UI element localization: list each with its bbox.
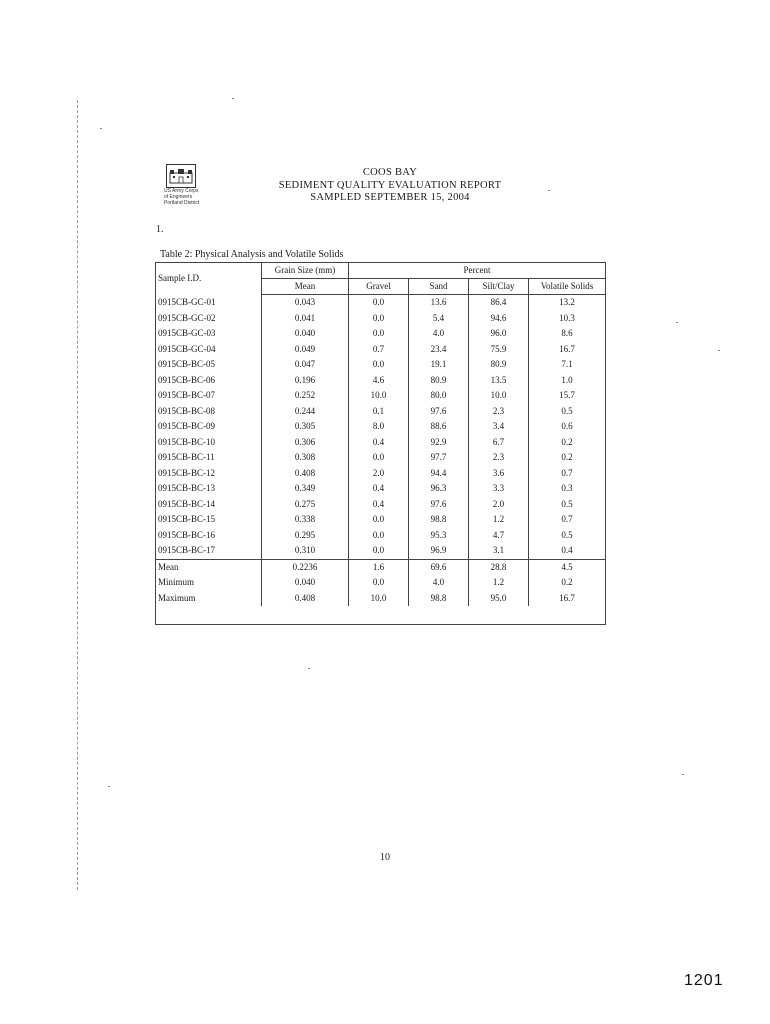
header-location: COOS BAY	[362, 167, 418, 178]
col-header-percent: Percent	[349, 263, 606, 279]
col-header-volatile-solids: Volatile Solids	[529, 279, 606, 295]
table-footer-spacer	[156, 606, 606, 625]
cell-mean: 0.252	[262, 388, 349, 404]
cell-gravel: 0.0	[349, 311, 409, 327]
table-row	[156, 404, 606, 420]
cell-volatile-solids: 10.3	[529, 311, 606, 327]
cell-mean: 0.049	[262, 342, 349, 358]
cell-mean: 0.338	[262, 512, 349, 528]
cell-sand: 88.6	[409, 419, 469, 435]
cell-volatile-solids: 0.5	[529, 528, 606, 544]
cell-mean: 0.047	[262, 357, 349, 373]
cell-gravel: 0.0	[349, 528, 409, 544]
cell-gravel: 0.0	[349, 357, 409, 373]
cell-silt-clay: 6.7	[469, 435, 529, 451]
scan-speck	[718, 350, 720, 351]
cell-sand: 5.4	[409, 311, 469, 327]
cell-gravel: 0.4	[349, 481, 409, 497]
cell-silt-clay: 3.1	[469, 543, 529, 559]
scan-speck	[676, 322, 678, 323]
summary-cell-mean: 0.2236	[262, 559, 349, 575]
cell-mean: 0.275	[262, 497, 349, 513]
bates-stamp-number: 1201	[684, 972, 724, 989]
table-row	[156, 497, 606, 513]
table-row	[156, 481, 606, 497]
cell-silt-clay: 96.0	[469, 326, 529, 342]
cell-volatile-solids: 0.2	[529, 450, 606, 466]
summary-cell-gravel: 10.0	[349, 591, 409, 607]
scan-speck	[100, 128, 102, 129]
summary-cell-volatile-solids: 0.2	[529, 575, 606, 591]
logo-text-line-2: of Engineers	[164, 194, 193, 200]
cell-volatile-solids: 7.1	[529, 357, 606, 373]
cell-volatile-solids: 15.7	[529, 388, 606, 404]
cell-sample-id: 0915CB-BC-09	[156, 419, 262, 435]
cell-sample-id: 0915CB-BC-13	[156, 481, 262, 497]
cell-gravel: 0.1	[349, 404, 409, 420]
cell-sample-id: 0915CB-BC-08	[156, 404, 262, 420]
cell-silt-clay: 3.4	[469, 419, 529, 435]
summary-cell-gravel: 0.0	[349, 575, 409, 591]
cell-silt-clay: 1.2	[469, 512, 529, 528]
cell-sand: 96.3	[409, 481, 469, 497]
summary-cell-silt-clay: 1.2	[469, 575, 529, 591]
cell-silt-clay: 3.3	[469, 481, 529, 497]
cell-mean: 0.295	[262, 528, 349, 544]
cell-sand: 98.8	[409, 512, 469, 528]
cell-sample-id: 0915CB-BC-11	[156, 450, 262, 466]
table-row	[156, 543, 606, 559]
summary-cell-sample-id: Maximum	[156, 591, 262, 607]
cell-gravel: 0.4	[349, 435, 409, 451]
col-header-gravel: Gravel	[349, 279, 409, 295]
cell-mean: 0.308	[262, 450, 349, 466]
col-header-sand: Sand	[409, 279, 469, 295]
summary-cell-gravel: 1.6	[349, 559, 409, 575]
cell-silt-clay: 10.0	[469, 388, 529, 404]
cell-sample-id: 0915CB-BC-10	[156, 435, 262, 451]
cell-sand: 97.6	[409, 404, 469, 420]
cell-volatile-solids: 0.2	[529, 435, 606, 451]
summary-cell-silt-clay: 28.8	[469, 559, 529, 575]
cell-mean: 0.040	[262, 326, 349, 342]
cell-silt-clay: 2.3	[469, 404, 529, 420]
table-header-row	[156, 263, 606, 279]
cell-sample-id: 0915CB-BC-14	[156, 497, 262, 513]
cell-sand: 80.0	[409, 388, 469, 404]
cell-gravel: 10.0	[349, 388, 409, 404]
cell-sand: 80.9	[409, 373, 469, 389]
col-header-silt-clay: Silt/Clay	[469, 279, 529, 295]
report-header	[255, 167, 525, 205]
summary-cell-silt-clay: 95.0	[469, 591, 529, 607]
cell-mean: 0.244	[262, 404, 349, 420]
cell-silt-clay: 75.9	[469, 342, 529, 358]
cell-volatile-solids: 1.0	[529, 373, 606, 389]
cell-sand: 95.3	[409, 528, 469, 544]
physical-analysis-table	[155, 262, 606, 625]
cell-sample-id: 0915CB-BC-06	[156, 373, 262, 389]
table-row	[156, 295, 606, 311]
table-body	[156, 295, 606, 625]
usace-logo	[164, 164, 224, 206]
cell-sand: 19.1	[409, 357, 469, 373]
table-row	[156, 435, 606, 451]
cell-silt-clay: 80.9	[469, 357, 529, 373]
cell-sample-id: 0915CB-BC-07	[156, 388, 262, 404]
summary-row	[156, 575, 606, 591]
scan-speck	[232, 98, 234, 99]
logo-text-line-1: US Army Corps	[164, 188, 199, 194]
table-row	[156, 466, 606, 482]
cell-mean: 0.408	[262, 466, 349, 482]
table-row	[156, 342, 606, 358]
summary-cell-volatile-solids: 4.5	[529, 559, 606, 575]
cell-silt-clay: 2.3	[469, 450, 529, 466]
summary-cell-sand: 4.0	[409, 575, 469, 591]
cell-volatile-solids: 0.3	[529, 481, 606, 497]
table-row	[156, 326, 606, 342]
cell-volatile-solids: 0.5	[529, 497, 606, 513]
col-header-grain-size: Grain Size (mm)	[262, 263, 349, 279]
cell-mean: 0.310	[262, 543, 349, 559]
cell-gravel: 2.0	[349, 466, 409, 482]
usace-castle-icon	[166, 164, 196, 188]
scan-speck	[108, 786, 110, 787]
table-row	[156, 357, 606, 373]
cell-silt-clay: 13.5	[469, 373, 529, 389]
page-number: 10	[380, 852, 390, 863]
cell-sand: 96.9	[409, 543, 469, 559]
cell-sample-id: 0915CB-BC-15	[156, 512, 262, 528]
cell-volatile-solids: 16.7	[529, 342, 606, 358]
cell-sand: 97.7	[409, 450, 469, 466]
summary-cell-sand: 69.6	[409, 559, 469, 575]
cell-gravel: 0.0	[349, 512, 409, 528]
document-marker: 1.	[156, 224, 164, 235]
cell-silt-clay: 94.6	[469, 311, 529, 327]
cell-sand: 92.9	[409, 435, 469, 451]
cell-gravel: 0.0	[349, 295, 409, 311]
cell-sand: 4.0	[409, 326, 469, 342]
summary-cell-sample-id: Minimum	[156, 575, 262, 591]
cell-gravel: 4.6	[349, 373, 409, 389]
table-footer-cell	[156, 606, 606, 625]
cell-sample-id: 0915CB-BC-05	[156, 357, 262, 373]
summary-cell-mean: 0.040	[262, 575, 349, 591]
header-sample-date: SAMPLED SEPTEMBER 15, 2004	[310, 192, 470, 203]
scan-speck	[548, 190, 550, 191]
cell-gravel: 0.0	[349, 326, 409, 342]
cell-volatile-solids: 0.4	[529, 543, 606, 559]
table-row	[156, 528, 606, 544]
cell-mean: 0.305	[262, 419, 349, 435]
scan-edge-line	[77, 100, 78, 890]
table-row	[156, 388, 606, 404]
col-header-sample-id: Sample I.D.	[156, 263, 262, 295]
table-row	[156, 512, 606, 528]
cell-mean: 0.043	[262, 295, 349, 311]
summary-cell-sample-id: Mean	[156, 559, 262, 575]
table-row	[156, 373, 606, 389]
scan-speck	[308, 668, 310, 669]
cell-gravel: 0.7	[349, 342, 409, 358]
cell-volatile-solids: 8.6	[529, 326, 606, 342]
cell-gravel: 0.0	[349, 543, 409, 559]
cell-gravel: 8.0	[349, 419, 409, 435]
scan-speck	[682, 774, 684, 775]
cell-mean: 0.349	[262, 481, 349, 497]
cell-sample-id: 0915CB-GC-04	[156, 342, 262, 358]
summary-row	[156, 591, 606, 607]
cell-sand: 13.6	[409, 295, 469, 311]
table-row	[156, 450, 606, 466]
cell-sample-id: 0915CB-BC-17	[156, 543, 262, 559]
summary-row	[156, 559, 606, 575]
cell-volatile-solids: 0.6	[529, 419, 606, 435]
cell-volatile-solids: 13.2	[529, 295, 606, 311]
summary-cell-volatile-solids: 16.7	[529, 591, 606, 607]
header-report-title: SEDIMENT QUALITY EVALUATION REPORT	[278, 179, 502, 191]
cell-mean: 0.306	[262, 435, 349, 451]
cell-silt-clay: 86.4	[469, 295, 529, 311]
cell-sand: 94.4	[409, 466, 469, 482]
logo-text-line-3: Portland District	[164, 200, 200, 206]
cell-sample-id: 0915CB-GC-02	[156, 311, 262, 327]
cell-mean: 0.196	[262, 373, 349, 389]
cell-silt-clay: 3.6	[469, 466, 529, 482]
cell-sample-id: 0915CB-BC-12	[156, 466, 262, 482]
table-caption: Table 2: Physical Analysis and Volatile Solids	[160, 249, 344, 260]
cell-silt-clay: 2.0	[469, 497, 529, 513]
cell-sample-id: 0915CB-GC-03	[156, 326, 262, 342]
cell-sand: 97.6	[409, 497, 469, 513]
cell-volatile-solids: 0.7	[529, 512, 606, 528]
cell-volatile-solids: 0.7	[529, 466, 606, 482]
col-header-mean: Mean	[262, 279, 349, 295]
table-row	[156, 311, 606, 327]
cell-volatile-solids: 0.5	[529, 404, 606, 420]
cell-gravel: 0.0	[349, 450, 409, 466]
cell-sand: 23.4	[409, 342, 469, 358]
summary-cell-sand: 98.8	[409, 591, 469, 607]
cell-sample-id: 0915CB-BC-16	[156, 528, 262, 544]
cell-silt-clay: 4.7	[469, 528, 529, 544]
cell-mean: 0.041	[262, 311, 349, 327]
cell-gravel: 0.4	[349, 497, 409, 513]
table-row	[156, 419, 606, 435]
summary-cell-mean: 0.408	[262, 591, 349, 607]
cell-sample-id: 0915CB-GC-01	[156, 295, 262, 311]
